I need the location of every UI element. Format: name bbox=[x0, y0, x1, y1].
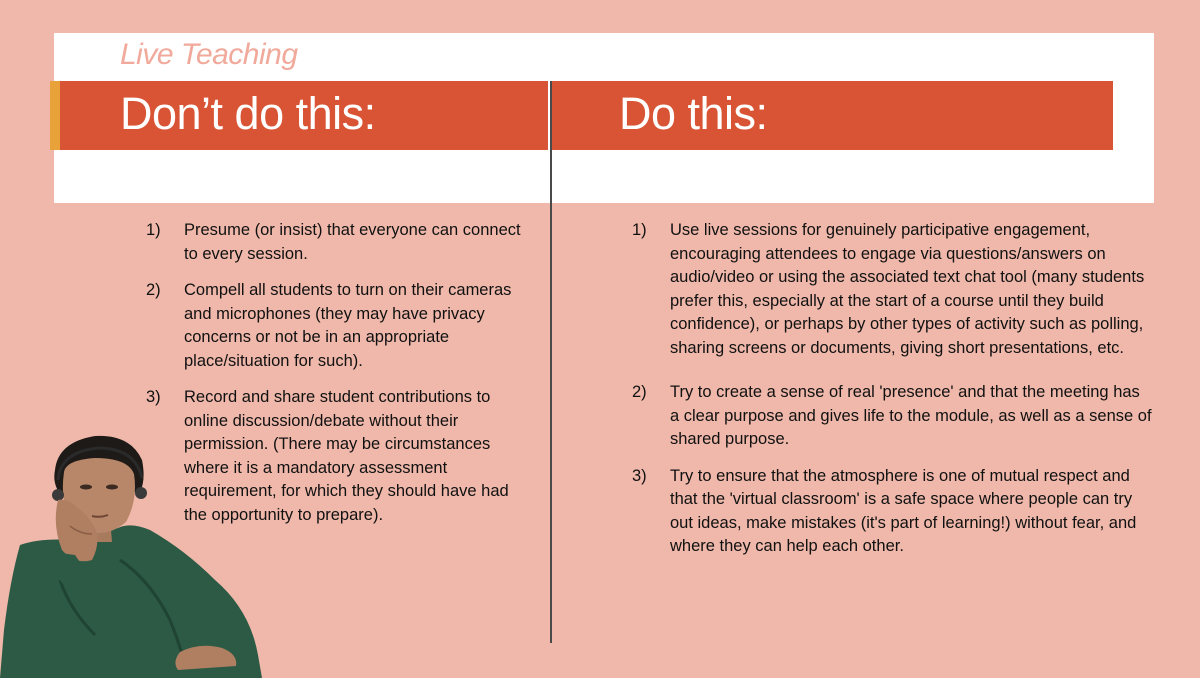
item-text: Use live sessions for genuinely participative engagement, encouraging attendees to engage via questions/answers on audio/video or using the associated text chat tool (many students prefer this, especially at the start of a course until they build confidence), or perhaps by other types of activity such as polling, sharing screens or documents, giving short presentations, etc. bbox=[670, 221, 1145, 357]
item-number: 1) bbox=[146, 221, 161, 239]
slide-subtitle: Live Teaching bbox=[120, 38, 298, 71]
item-text: Try to create a sense of real 'presence' and that the meeting has a clear purpose and gives life to the module, as well as a sense of shared purpose. bbox=[670, 383, 1152, 448]
column-divider bbox=[550, 81, 552, 643]
item-text: Try to ensure that the atmosphere is one of mutual respect and that the 'virtual classroom' is a safe space where people can try out ideas, make mistakes (it's part of learning!) without fear, and where they can help each other. bbox=[670, 466, 1137, 555]
item-text: Presume (or insist) that everyone can connect to every session. bbox=[184, 221, 521, 263]
accent-stripe bbox=[50, 81, 60, 150]
item-number: 1) bbox=[632, 221, 647, 239]
bored-student-illustration bbox=[0, 430, 262, 678]
dont-header-bar bbox=[50, 81, 548, 150]
do-header-bar bbox=[552, 81, 1113, 150]
list-item bbox=[146, 219, 531, 266]
item-number: 2) bbox=[632, 383, 647, 401]
item-text: Compell all students to turn on their cameras and microphones (they may have privacy concerns or not be in an appropriate place/situation for such). bbox=[184, 281, 512, 370]
item-text: Record and share student contributions to online discussion/debate without their permission. (There may be circumstances where it is a mandatory assessment requirement, for which they should have had the opportunity to prepare). bbox=[184, 388, 509, 524]
item-number: 3) bbox=[146, 388, 161, 406]
list-item bbox=[632, 465, 1152, 559]
do-header: Do this: bbox=[619, 88, 768, 139]
item-number: 3) bbox=[632, 466, 647, 485]
list-item bbox=[632, 219, 1152, 360]
list-item bbox=[146, 279, 531, 373]
do-list bbox=[632, 219, 1152, 559]
list-item bbox=[632, 381, 1152, 452]
item-number: 2) bbox=[146, 281, 161, 299]
dont-header: Don’t do this: bbox=[120, 88, 376, 139]
